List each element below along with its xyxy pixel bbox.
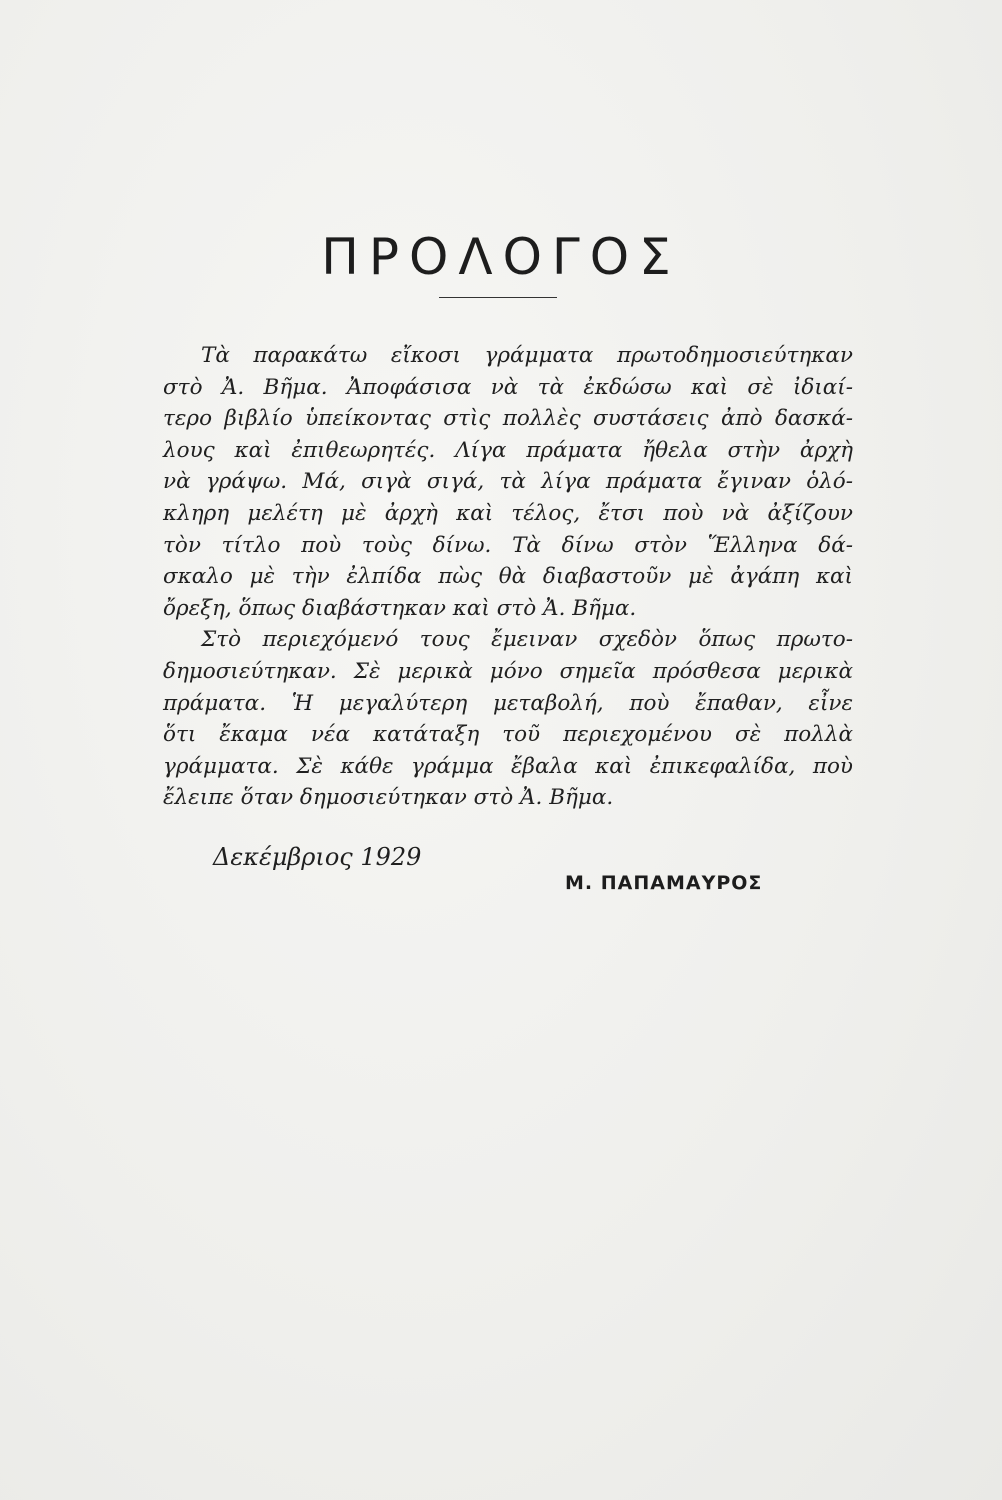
text-line: σκαλο μὲ τὴν ἐλπίδα πὼς θὰ διαβαστοῦν μὲ ἀγάπη καὶ [163, 564, 853, 590]
text-line: Στὸ περιεχόμενό τους ἔμειναν σχεδὸν ὅπως πρωτο- [201, 627, 853, 653]
text-line: ἔλειπε ὅταν δημοσιεύτηκαν στὸ Ἀ. Βῆμα. [163, 785, 614, 811]
page-title: ΠΡΟΛΟΓΟΣ [321, 228, 681, 286]
text-line: ὅτι ἔκαμα νέα κατάταξη τοῦ περιεχομένου σὲ πολλὰ [163, 722, 853, 748]
text-line: στὸ Ἀ. Βῆμα. Ἀποφάσισα νὰ τὰ ἐκδώσω καὶ σὲ ἰδιαί- [163, 374, 853, 400]
text-line: δημοσιεύτηκαν. Σὲ μερικὰ μόνο σημεῖα πρόσθεσα μερικὰ [163, 658, 853, 684]
text-line: πράματα. Ἡ μεγαλύτερη μεταβολή, ποὺ ἔπαθαν, εἶνε [163, 690, 853, 716]
author-signature: Μ. ΠΑΠΑΜΑΥΡΟΣ [565, 872, 763, 894]
date-line: Δεκέμβριος 1929 [213, 843, 422, 871]
text-line: Τὰ παρακάτω εἴκοσι γράμματα πρωτοδημοσιεύτηκαν [201, 343, 853, 368]
text-line: ὄρεξη, ὅπως διαβάστηκαν καὶ στὸ Ἀ. Βῆμα. [163, 595, 637, 621]
title-divider [439, 297, 557, 298]
text-line: γράμματα. Σὲ κάθε γράμμα ἔβαλα καὶ ἐπικεφαλίδα, ποὺ [163, 753, 853, 779]
text-line: λους καὶ ἐπιθεωρητές. Λίγα πράματα ἤθελα στὴν ἀρχὴ [163, 437, 853, 463]
text-line: τὸν τίτλο ποὺ τοὺς δίνω. Τὰ δίνω στὸν Ἕλληνα δά- [163, 532, 853, 558]
text-line: τερο βιβλίο ὑπείκοντας στὶς πολλὲς συστάσεις ἀπὸ δασκά- [163, 406, 853, 432]
text-line: νὰ γράψω. Μά, σιγὰ σιγά, τὰ λίγα πράματα ἔγιναν ὁλό- [163, 469, 853, 495]
preface-body [163, 340, 853, 814]
text-line: κληρη μελέτη μὲ ἀρχὴ καὶ τέλος, ἔτσι ποὺ νὰ ἀξίζουν [163, 500, 853, 526]
